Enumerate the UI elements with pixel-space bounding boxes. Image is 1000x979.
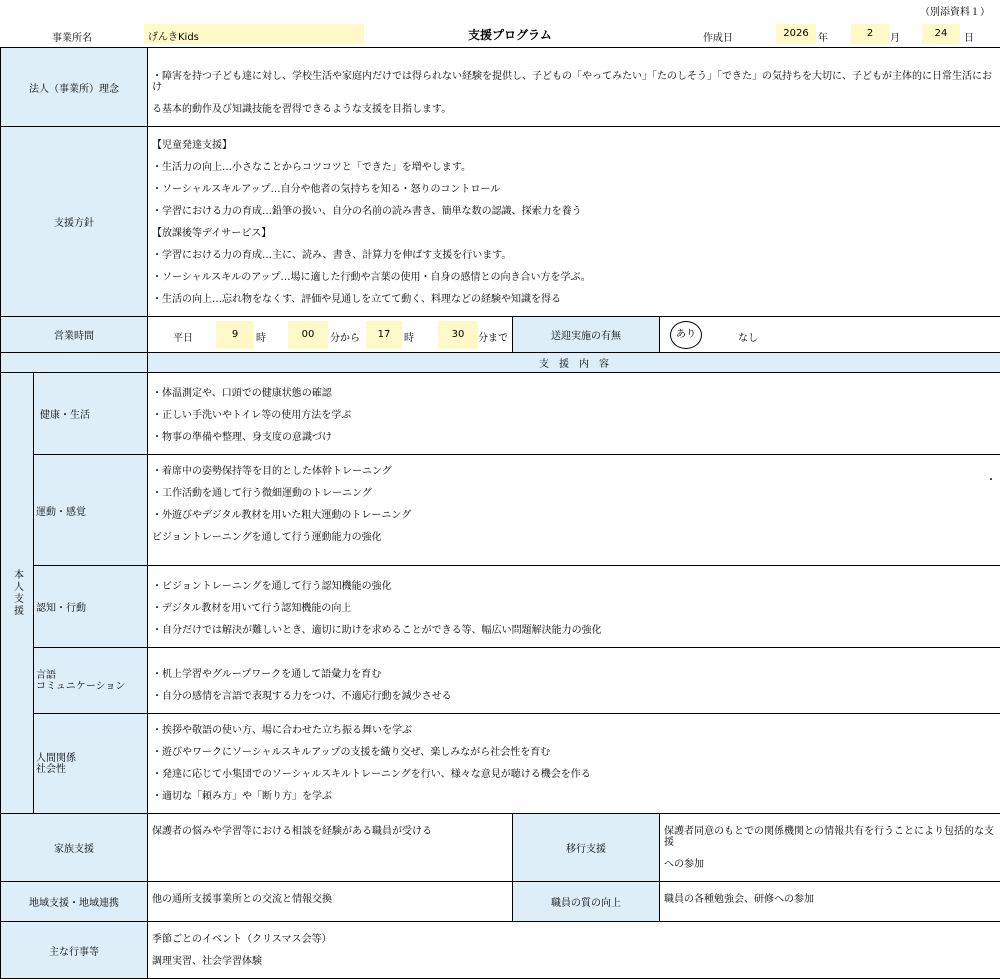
social-line: ・遊びやワークにソーシャルスキルアップの支援を織り交ぜ、楽しみながら社会性を育む — [152, 747, 996, 758]
policy-line: ・生活の向上…忘れ物をなくす、評価や見通しを立てて動く、料理などの経験や知識を得る — [152, 294, 996, 305]
month-unit: 月 — [890, 29, 900, 44]
community-label: 地域支援・地域連携 — [1, 882, 148, 922]
staff-quality-label: 職員の質の向上 — [513, 882, 660, 922]
language-text — [148, 648, 1000, 714]
staff-line: 職員の各種勉強会、研修への参加 — [664, 894, 996, 905]
day-value: 24 — [935, 28, 948, 39]
category-cognition-behavior — [34, 566, 148, 648]
day-field[interactable] — [922, 24, 960, 44]
language-line: ・自分の感情を言語で表現する力をつけ、不適応行動を減少させる — [152, 691, 996, 702]
category-label-line: コミュニケーション — [34, 681, 147, 692]
health-line: ・正しい手洗いやトイレ等の使用方法を学ぶ — [152, 410, 996, 421]
year-field[interactable] — [776, 24, 816, 44]
month-value: 2 — [867, 28, 873, 39]
cognition-text — [148, 566, 1000, 648]
policy-line: 【放課後等デイサービス】 — [152, 228, 996, 239]
policy-line: ・生活力の向上…小さなことからコツコツと「できた」を増やします。 — [152, 162, 996, 173]
weekday-label: 平日 — [173, 329, 193, 344]
transition-line: 保護者同意のもとでの関係機関との情報共有を行うことにより包括的な支援 — [664, 826, 996, 848]
hours-label: 営業時間 — [1, 317, 148, 353]
year-value: 2026 — [783, 28, 808, 39]
office-name-value: げんきKids — [148, 28, 199, 43]
events-text — [148, 922, 1000, 979]
transport-yes-option[interactable] — [670, 321, 702, 349]
transport-yes-label: あり — [676, 329, 696, 340]
date-label: 作成日 — [703, 29, 733, 44]
community-text — [148, 882, 513, 922]
family-support-label: 家族支援 — [1, 814, 148, 882]
support-header-spacer — [1, 353, 148, 373]
transport-no-option[interactable]: なし — [738, 329, 758, 344]
end-min-field[interactable] — [438, 321, 478, 349]
appendix-note: （別添資料１） — [920, 3, 990, 18]
social-line: ・挨拶や敬語の使い方、場に合わせた立ち振る舞いを学ぶ — [152, 725, 996, 736]
policy-line: ・ソーシャルスキルのアップ…場に適した行動や言葉の使用・自身の感情との向き合い方を学ぶ。 — [152, 272, 996, 283]
transition-line: への参加 — [664, 859, 996, 870]
page-title: 支援プログラム — [468, 26, 552, 43]
start-hour-field[interactable] — [216, 321, 254, 349]
policy-label: 支援方針 — [1, 127, 148, 317]
start-min-field[interactable] — [288, 321, 328, 349]
support-content-header: 支 援 内 容 — [148, 353, 1000, 373]
cognition-line: ・自分だけでは解決が難しいとき、適切に助けを求めることができる等、幅広い問題解決能力の強化 — [152, 625, 996, 636]
social-line: ・発達に応じて小集団でのソーシャルスキルトレーニングを行い、様々な意見が聴ける機会を作る — [152, 769, 996, 780]
category-label-line: 社会性 — [34, 764, 147, 775]
until-text: 分まで — [478, 329, 508, 344]
from-text: 分から — [330, 329, 360, 344]
self-support-label: 本人支援 — [1, 373, 34, 814]
hour-unit-2: 時 — [404, 329, 414, 344]
hours-cell — [148, 317, 513, 353]
family-support-text — [148, 814, 513, 882]
philosophy-line: る基本的動作及び知識技能を習得できるような支援を目指します。 — [152, 104, 996, 115]
policy-line: 【児童発達支援】 — [152, 140, 996, 151]
events-line: 調理実習、社会学習体験 — [152, 956, 996, 967]
philosophy-line: ・障害を持つ子ども達に対し、学校生活や家庭内だけでは得られない経験を提供し、子どもの「やってみたい」「たのしそう」「できた」の気持ちを大切に、子どもが主体的に日常生活におけ — [152, 71, 996, 93]
events-label: 主な行事等 — [1, 922, 148, 979]
office-label: 事業所名 — [52, 29, 92, 44]
policy-line: ・学習における力の育成…鉛筆の扱い、自分の名前の読み書き、簡単な数の認識、探索力を養う — [152, 206, 996, 217]
social-line: ・適切な「頼み方」や「断り方」を学ぶ — [152, 791, 996, 802]
end-hour-field[interactable] — [366, 321, 402, 349]
category-label: 認知・行動 — [34, 603, 86, 614]
events-line: 季節ごとのイベント（クリスマス会等） — [152, 934, 996, 945]
motor-line: ビジョントレーニングを通して行う運動能力の強化 — [152, 532, 996, 543]
cognition-line: ・デジタル教材を用いて行う認知機能の向上 — [152, 603, 996, 614]
day-unit: 日 — [964, 29, 974, 44]
transport-cell — [660, 317, 1000, 353]
start-hour-value: 9 — [232, 329, 238, 340]
motor-sense-text — [148, 455, 1000, 566]
motor-line: ・外遊びやデジタル教材を用いた粗大運動のトレーニング — [152, 510, 996, 521]
cognition-line: ・ビジョントレーニングを通して行う認知機能の強化 — [152, 581, 996, 592]
month-field[interactable] — [851, 24, 889, 44]
staff-quality-text — [660, 882, 1000, 922]
category-language-communication — [34, 648, 148, 714]
start-min-value: 00 — [302, 329, 315, 340]
category-health-life — [34, 373, 148, 455]
category-label: 運動・感覚 — [34, 507, 86, 518]
motor-line: ・着席中の姿勢保持等を目的とした体幹トレーニング — [152, 466, 996, 477]
philosophy-text — [148, 48, 1000, 127]
family-line: 保護者の悩みや学習等における相談を経験がある職員が受ける — [152, 826, 508, 837]
category-relationships-social — [34, 714, 148, 814]
motor-line: ・工作活動を通して行う微細運動のトレーニング — [152, 488, 996, 499]
motor-trailing-mark: ・ — [986, 475, 996, 486]
health-line: ・物事の準備や整理、身支度の意識づけ — [152, 432, 996, 443]
transport-label: 送迎実施の有無 — [513, 317, 660, 353]
health-life-text — [148, 373, 1000, 455]
policy-line: ・ソーシャルスキルアップ…自分や他者の気持ちを知る・怒りのコントロール — [152, 184, 996, 195]
transition-support-text — [660, 814, 1000, 882]
support-program-table — [0, 47, 1000, 979]
category-label-line: 人間関係 — [34, 753, 147, 764]
social-text — [148, 714, 1000, 814]
community-line: 他の通所支援事業所との交流と情報交換 — [152, 894, 508, 905]
hour-unit: 時 — [256, 329, 266, 344]
category-label-line: 言語 — [34, 670, 147, 681]
end-hour-value: 17 — [378, 329, 391, 340]
year-unit: 年 — [818, 29, 828, 44]
category-label: 健康・生活 — [38, 410, 90, 421]
language-line: ・机上学習やグループワークを通して語彙力を育む — [152, 669, 996, 680]
transition-support-label: 移行支援 — [513, 814, 660, 882]
policy-line: ・学習における力の育成…主に、読み、書き、計算力を伸ばす支援を行います。 — [152, 250, 996, 261]
health-line: ・体温測定や、口頭での健康状態の確認 — [152, 388, 996, 399]
philosophy-label: 法人（事業所）理念 — [1, 48, 148, 127]
category-motor-sense — [34, 455, 148, 566]
end-min-value: 30 — [452, 329, 465, 340]
policy-text — [148, 127, 1000, 317]
office-name-field[interactable] — [144, 24, 364, 44]
